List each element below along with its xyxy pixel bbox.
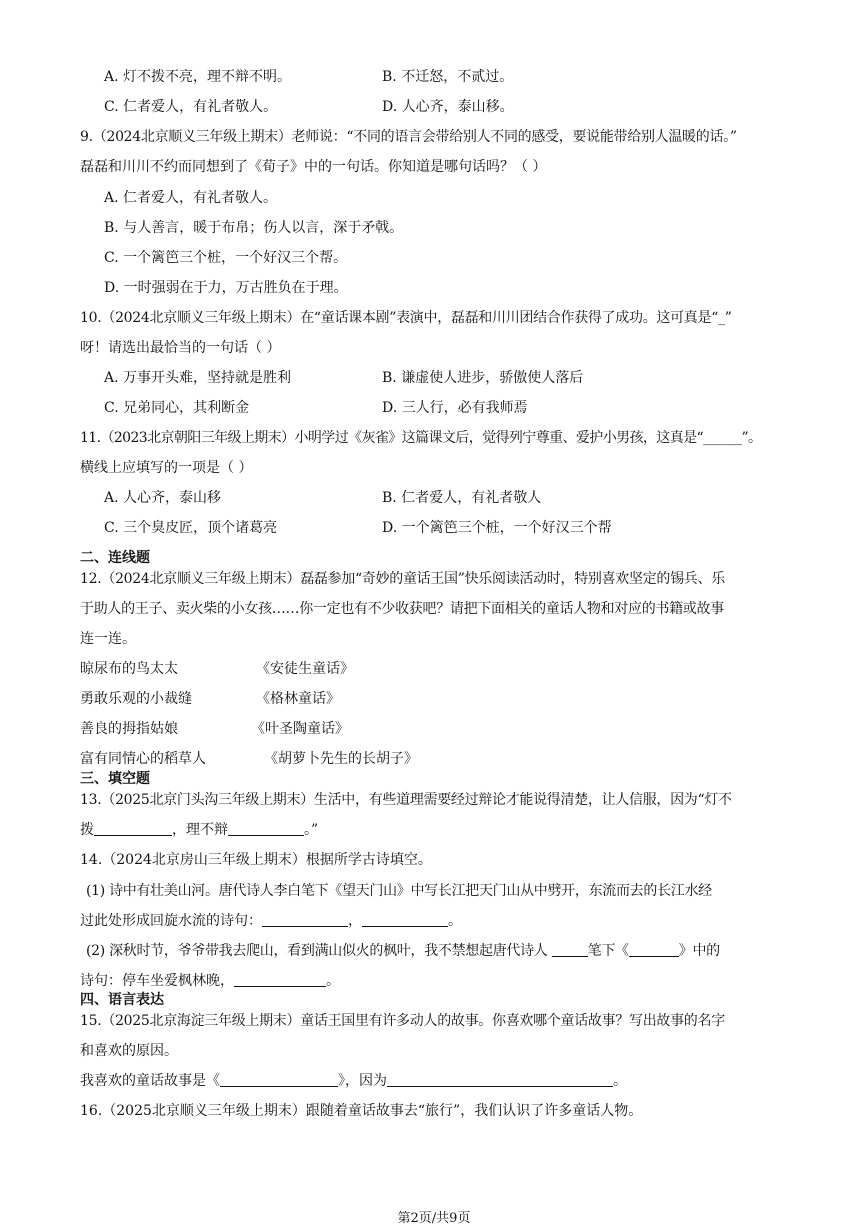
q9-option-c: C. 一个篱笆三个桩，一个好汉三个帮。	[104, 250, 348, 266]
q9-option-a: A. 仁者爱人，有礼者敬人。	[104, 190, 278, 206]
q13-stem-line1: 13.（2025北京门头沟三年级上期末）生活中，有些道理需要经过辩论才能说得清楚，让人信服，因为“灯不	[80, 792, 732, 808]
q14-part2-text-a: (2) 深秋时节，爷爷带我去爬山，看到满山似火的枫叶，我不禁想起唐代诗人	[86, 943, 552, 959]
q15-stem-line1: 15.（2025北京海淀三年级上期末）童话王国里有许多动人的故事。你喜欢哪个童话故事？写出故事的名字	[80, 1013, 725, 1029]
q15-answer-end: 。	[613, 1073, 627, 1089]
q14-part1-blank-1[interactable]	[262, 912, 348, 927]
page-number: 第2页/共9页	[397, 1211, 471, 1226]
q12-stem-line3: 连一连。	[80, 631, 136, 647]
q14-part1-end: 。	[448, 913, 462, 929]
q12-character-1: 晾尿布的鸟太太	[80, 661, 178, 677]
q9-stem-line2: 磊磊和川川不约而同想到了《荀子》中的一句话。你知道是哪句话吗？（ ）	[80, 159, 547, 175]
q10-stem-line1: 10.（2024北京顺义三年级上期末）在“童话课本剧”表演中，磊磊和川川团结合作获得了成功。这可真是“_”	[80, 310, 732, 326]
q10-option-a: A. 万事开头难，坚持就是胜利	[104, 370, 292, 386]
q11-option-a: A. 人心齐，泰山移	[104, 490, 222, 506]
q15-stem-line2: 和喜欢的原因。	[80, 1043, 178, 1059]
q12-book-2: 《格林童话》	[256, 691, 340, 707]
q12-book-1: 《安徒生童话》	[256, 661, 354, 677]
q12-character-3: 善良的拇指姑娘	[80, 721, 178, 737]
q13-blank-2[interactable]	[228, 821, 304, 836]
q14-part1-separator: ，	[348, 913, 362, 929]
q13-text-b: ，理不辩	[172, 822, 228, 838]
q14-part2-prompt: 诗句：停车坐爱枫林晚，	[80, 973, 234, 989]
q11-option-d: D. 一个篱笆三个桩，一个好汉三个帮	[382, 520, 612, 536]
q11-option-c: C. 三个臭皮匠，顶个诸葛亮	[104, 520, 278, 536]
q14-part1-blank-2[interactable]	[362, 912, 448, 927]
section-heading-expression: 四、语言表达	[80, 992, 164, 1008]
q13-blank-1[interactable]	[94, 821, 172, 836]
q15-answer-prefix: 我喜欢的童话故事是《	[80, 1073, 220, 1089]
q13-text-c: 。”	[304, 822, 319, 838]
section-heading-fill-in: 三、填空题	[80, 771, 150, 787]
q15-answer-line	[80, 1072, 627, 1090]
q13-text-a: 拨	[80, 822, 94, 838]
q12-stem-line2: 于助人的王子、卖火柴的小女孩……你一定也有不少收获吧？请把下面相关的童话人物和对应的书籍或故事	[80, 601, 724, 617]
q12-character-4: 富有同情心的稻草人	[80, 751, 206, 767]
q15-answer-middle: 》，因为	[338, 1073, 387, 1089]
q8-option-d: D. 人心齐，泰山移。	[382, 99, 514, 115]
section-heading-matching: 二、连线题	[80, 550, 150, 566]
q8-option-a: A. 灯不拨不亮，理不辩不明。	[104, 69, 292, 85]
q14-part2-poet-blank[interactable]	[552, 942, 588, 957]
q12-character-2: 勇敢乐观的小裁缝	[80, 691, 192, 707]
q9-option-d: D. 一时强弱在于力，万古胜负在于理。	[104, 280, 348, 296]
q14-part1-line2	[80, 912, 462, 930]
q10-option-b: B. 谦虚使人进步，骄傲使人落后	[382, 370, 584, 386]
q14-part2-verse-blank[interactable]	[234, 972, 326, 987]
q12-book-3: 《叶圣陶童话》	[251, 721, 349, 737]
q14-stem: 14.（2024北京房山三年级上期末）根据所学古诗填空。	[80, 852, 432, 868]
q14-part2-title-blank[interactable]	[629, 942, 679, 957]
q9-option-b: B. 与人善言，暖于布帛；伤人以言，深于矛戟。	[104, 220, 404, 236]
q15-story-blank[interactable]	[220, 1072, 338, 1087]
q15-reason-blank[interactable]	[387, 1072, 613, 1087]
q14-part1-line1: (1) 诗中有壮美山河。唐代诗人李白笔下《望天门山》中写长江把天门山从中劈开，东流而去的长江水经	[86, 883, 712, 899]
q14-part2-text-b: 笔下《	[587, 943, 629, 959]
q13-stem-line2	[80, 821, 318, 839]
q8-option-b: B. 不迁怒，不贰过。	[382, 69, 514, 85]
q12-book-4: 《胡萝卜先生的长胡子》	[264, 751, 418, 767]
q11-option-b: B. 仁者爱人，有礼者敬人	[382, 490, 542, 506]
q12-stem-line1: 12.（2024北京顺义三年级上期末）磊磊参加“奇妙的童话王国”快乐阅读活动时，特别喜欢坚定的锡兵、乐	[80, 571, 725, 587]
q14-part2-text-c: 》中的	[678, 943, 720, 959]
q16-stem: 16.（2025北京顺义三年级上期末）跟随着童话故事去“旅行”，我们认识了许多童话人物。	[80, 1103, 643, 1119]
q11-stem-line1: 11.（2023北京朝阳三年级上期末）小明学过《灰雀》这篇课文后，觉得列宁尊重、爱护小男孩，这真是“______”。	[80, 430, 762, 446]
q10-option-c: C. 兄弟同心，其利断金	[104, 400, 250, 416]
q14-part2-end: 。	[326, 973, 340, 989]
q11-stem-line2: 横线上应填写的一项是（ ）	[80, 460, 253, 476]
q10-option-d: D. 三人行，必有我师焉	[382, 400, 528, 416]
q14-part2-line1	[86, 942, 720, 960]
q10-stem-line2: 呀！请选出最恰当的一句话（ ）	[80, 340, 281, 356]
q14-part1-prompt: 过此处形成回旋水流的诗句：	[80, 913, 262, 929]
q8-option-c: C. 仁者爱人，有礼者敬人。	[104, 99, 278, 115]
q9-stem-line1: 9.（2024北京顺义三年级上期末）老师说：“不同的语言会带给别人不同的感受，要说能带给别人温暖的话。”	[80, 129, 737, 145]
q14-part2-line2	[80, 972, 340, 990]
